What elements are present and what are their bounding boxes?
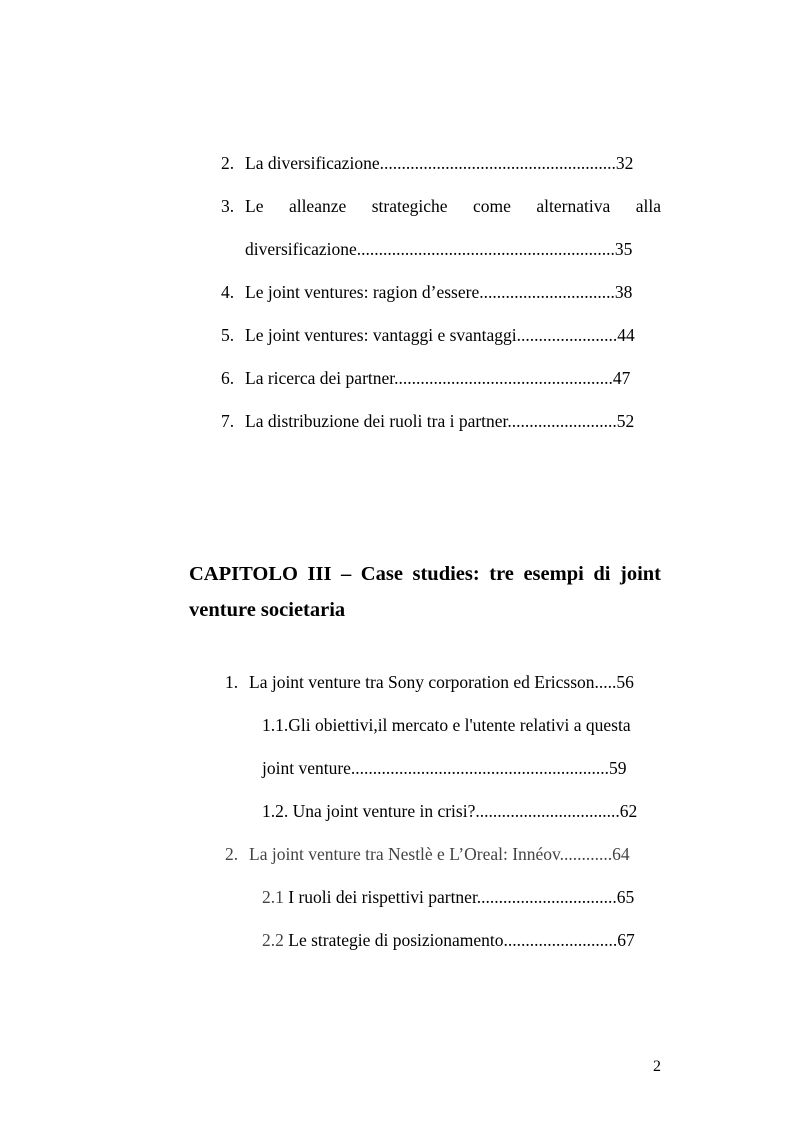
- toc-subitem-obiettivi-line1: 1.1.Gli obiettivi,il mercato e l'utente relativi a questa: [262, 715, 631, 735]
- toc-item-alleanze-line2: diversificazione...........................................................35: [245, 239, 633, 259]
- toc-subitem-ruoli: [262, 889, 634, 907]
- toc-subitem-crisi: 1.2. Una joint venture in crisi?.................................62: [262, 801, 638, 821]
- toc-item-ragion-essere: Le joint ventures: ragion d’essere...............................38: [245, 282, 633, 302]
- toc-subitem-number: 2.2: [262, 930, 284, 950]
- toc-subitem-posizionamento: [262, 932, 635, 950]
- chapter-heading-line2: venture societaria: [189, 599, 346, 621]
- toc-subitem-text: Le strategie di posizionamento..........................67: [288, 930, 635, 950]
- toc-item-vantaggi: Le joint ventures: vantaggi e svantaggi.......................44: [245, 325, 635, 345]
- toc-item-number: 5.: [221, 325, 235, 345]
- toc-item-number: 3.: [221, 196, 235, 216]
- toc-subitem-obiettivi-line2: joint venture...........................................................59: [262, 758, 627, 778]
- toc-item-diversificazione: La diversificazione......................................................32: [245, 153, 634, 173]
- toc-item-number: 7.: [221, 411, 235, 431]
- chapter-heading-line1: CAPITOLO III – Case studies: tre esempi di joint: [189, 563, 661, 585]
- toc-item-number: 2.: [225, 844, 239, 864]
- toc-item-number: 4.: [221, 282, 235, 302]
- toc-item-sony-ericsson: La joint venture tra Sony corporation ed Ericsson.....56: [249, 672, 634, 692]
- toc-item-nestle-loreal: La joint venture tra Nestlè e L’Oreal: Innéov............64: [249, 844, 630, 864]
- toc-item-ricerca-partner: La ricerca dei partner..................................................47: [245, 368, 631, 388]
- toc-item-number: 6.: [221, 368, 235, 388]
- toc-item-alleanze-line1: Le alleanze strategiche come alternativa alla: [245, 196, 661, 216]
- page-number: 2: [653, 1058, 661, 1075]
- toc-subitem-number: 2.1: [262, 887, 284, 907]
- toc-item-number: 2.: [221, 153, 235, 173]
- toc-item-distribuzione-ruoli: La distribuzione dei ruoli tra i partner.........................52: [245, 411, 635, 431]
- toc-subitem-text: I ruoli dei rispettivi partner................................65: [288, 887, 635, 907]
- toc-item-number: 1.: [225, 672, 239, 692]
